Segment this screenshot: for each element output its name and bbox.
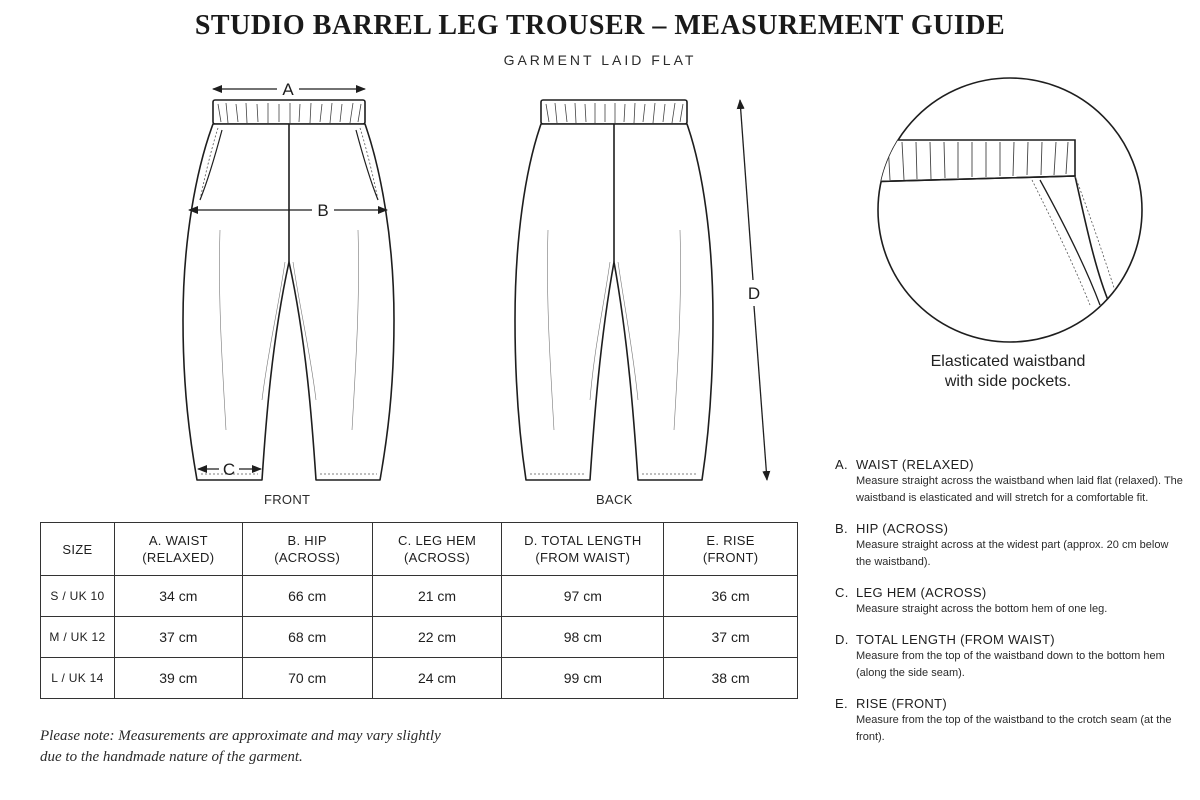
legend-item-total-length [835, 631, 1185, 682]
hem-cell: 21 cm [372, 576, 502, 617]
back-waistband [541, 100, 687, 124]
dimension-label-c: C [222, 460, 236, 479]
header-waist: A. WAIST (RELAXED) [114, 523, 242, 576]
header-total-length: D. TOTAL LENGTH (FROM WAIST) [502, 523, 664, 576]
waist-cell: 39 cm [114, 658, 242, 699]
length-cell: 98 cm [502, 617, 664, 658]
legend-description: Measure from the top of the waistband to the crotch seam (at the front). [856, 714, 1172, 743]
legend-title: WAIST (RELAXED) [856, 457, 974, 472]
hip-cell: 66 cm [242, 576, 372, 617]
rise-cell: 36 cm [664, 576, 798, 617]
dimension-label-a: A [282, 80, 294, 99]
measurement-note [40, 726, 520, 768]
legend-title: LEG HEM (ACROSS) [856, 585, 987, 600]
legend-letter: A. [835, 457, 848, 472]
legend-letter: C. [835, 585, 849, 600]
legend-description: Measure straight across the bottom hem of one leg. [856, 603, 1108, 615]
legend-item-hip [835, 520, 1185, 571]
front-trouser-drawing [183, 100, 394, 480]
header-hip: B. HIP (ACROSS) [242, 523, 372, 576]
legend-title: RISE (FRONT) [856, 696, 947, 711]
dimension-label-b: B [317, 201, 329, 220]
page-title: STUDIO BARREL LEG TROUSER – MEASUREMENT GUIDE [194, 10, 1006, 41]
measurement-legend [835, 456, 1185, 759]
table-row [41, 617, 798, 658]
detail-caption-line-1: Elasticated waistband [930, 353, 1086, 370]
size-cell: S / UK 10 [41, 576, 115, 617]
detail-caption-line-2: with side pockets. [944, 373, 1072, 390]
legend-letter: E. [835, 696, 848, 711]
waist-cell: 37 cm [114, 617, 242, 658]
table-row [41, 658, 798, 699]
size-cell: M / UK 12 [41, 617, 115, 658]
legend-title: HIP (ACROSS) [856, 521, 949, 536]
hip-cell: 68 cm [242, 617, 372, 658]
front-waistband [213, 100, 365, 124]
page-subtitle: GARMENT LAID FLAT [503, 52, 697, 68]
legend-letter: D. [835, 632, 849, 647]
back-view-label: BACK [596, 492, 633, 507]
detail-caption [880, 352, 1136, 392]
legend-description: Measure straight across at the widest part (approx. 20 cm below the waistband). [856, 539, 1169, 568]
hem-cell: 22 cm [372, 617, 502, 658]
legend-title: TOTAL LENGTH (FROM WAIST) [856, 632, 1055, 647]
front-view-label: FRONT [264, 492, 311, 507]
legend-description: Measure straight across the waistband when laid flat (relaxed). The waistband is elasticated and will stretch for a comfortable fit. [856, 475, 1183, 504]
hem-cell: 24 cm [372, 658, 502, 699]
size-chart-table [40, 522, 798, 699]
waist-cell: 34 cm [114, 576, 242, 617]
table-header-row [41, 523, 798, 576]
header-rise: E. RISE (FRONT) [664, 523, 798, 576]
legend-item-waist [835, 456, 1185, 507]
rise-cell: 37 cm [664, 617, 798, 658]
dimension-label-d: D [747, 284, 761, 303]
legend-letter: B. [835, 521, 848, 536]
back-trouser-drawing [515, 100, 713, 480]
hip-cell: 70 cm [242, 658, 372, 699]
rise-cell: 38 cm [664, 658, 798, 699]
legend-item-rise [835, 695, 1185, 746]
header-size: SIZE [41, 523, 115, 576]
table-row [41, 576, 798, 617]
legend-item-leg-hem [835, 584, 1185, 618]
waistband-detail-inset [860, 78, 1142, 342]
note-line-1: Please note: Measurements are approximate and may vary slightly [40, 728, 441, 744]
length-cell: 97 cm [502, 576, 664, 617]
note-line-2: due to the handmade nature of the garment. [40, 749, 303, 765]
header-leg-hem: C. LEG HEM (ACROSS) [372, 523, 502, 576]
size-cell: L / UK 14 [41, 658, 115, 699]
legend-description: Measure from the top of the waistband down to the bottom hem (along the side seam). [856, 650, 1165, 679]
length-cell: 99 cm [502, 658, 664, 699]
